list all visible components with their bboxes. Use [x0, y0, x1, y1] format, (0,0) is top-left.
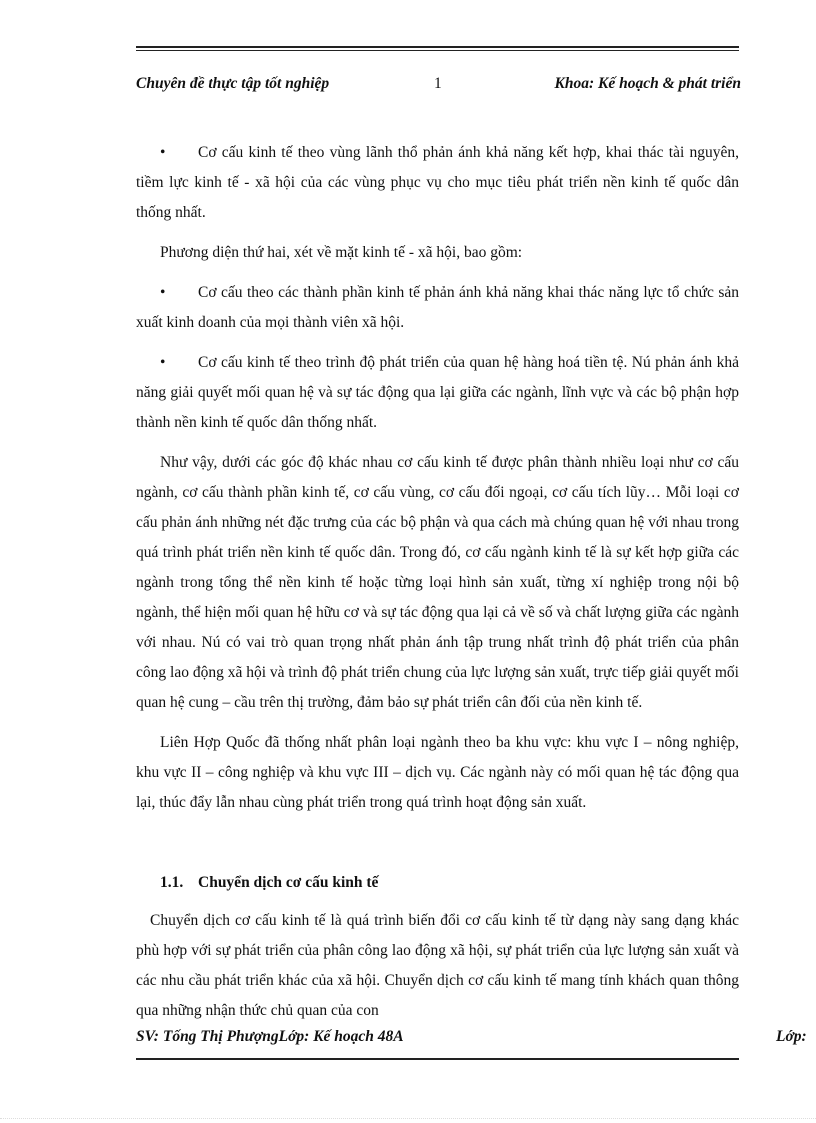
- bullet-paragraph: [136, 138, 739, 228]
- header-left: Chuyên đề thực tập tốt nghiệp: [136, 75, 330, 92]
- paragraph: Chuyển dịch cơ cấu kinh tế là quá trình biến đổi cơ cấu kinh tế từ dạng này sang dạng khác phù hợp với sự phát triển của phân công lao động xã hội, sự phát triển của lực lượng sản xuất và các nhu cầu phát triển khác của xã hội. Chuyển dịch cơ cấu kinh tế mang tính khách quan thông qua những nhận thức chủ quan của con: [136, 912, 739, 1019]
- page-footer: [136, 1028, 816, 1050]
- bullet-icon: •: [160, 354, 166, 371]
- section-title: Chuyển dịch cơ cấu kinh tế: [198, 874, 379, 891]
- paragraph: Liên Hợp Quốc đã thống nhất phân loại ngành theo ba khu vực: khu vực I – nông nghiệp, khu vực II – công nghiệp và khu vực III – dịch vụ. Các ngành này có mối quan hệ tác động qua lại, thúc đẩy lẫn nhau cùng phát triển trong quá trình hoạt động sản xuất.: [136, 734, 739, 811]
- header-right: Khoa: Kế hoạch & phát triển: [554, 75, 741, 92]
- paragraph-text: Cơ cấu kinh tế theo vùng lãnh thổ phản ánh khả năng kết hợp, khai thác tài nguyên, tiềm lực kinh tế - xã hội của các vùng phục vụ cho mục tiêu phát triển nền kinh tế quốc dân thống nhất.: [136, 144, 739, 221]
- paragraph: Như vậy, dưới các góc độ khác nhau cơ cấu kinh tế được phân thành nhiều loại như cơ cấu ngành, cơ cấu thành phần kinh tế, cơ cấu vùng, cơ cấu đối ngoại, cơ cấu tích lũy… Mỗi loại cơ cấu phản ánh những nét đặc trưng của các bộ phận và qua cách mà chúng quan hệ với nhau trong quá trình phát triển nền kinh tế quốc dân. Trong đó, cơ cấu ngành kinh tế là sự kết hợp giữa các ngành trong tổng thể nền kinh tế hoặc từng loại hình sản xuất, từng xí nghiệp trong nội bộ ngành, thể hiện mối quan hệ hữu cơ và sự tác động qua lại cả về số và chất lượng giữa các ngành với nhau. Nú có vai trò quan trọng nhất phản ánh tập trung nhất trình độ phát triển của phân công lao động xã hội và trình độ phát triển chung của lực lượng sản xuất, trực tiếp giải quyết mối quan hệ cung – cầu trên thị trường, đảm bảo sự phát triển cân đối của nền kinh tế.: [136, 454, 739, 711]
- section-number: 1.1.: [160, 874, 184, 891]
- paragraph-text: Cơ cấu kinh tế theo trình độ phát triển của quan hệ hàng hoá tiền tệ. Nú phản ánh khả năng giải quyết mối quan hệ và sự tác động qua lại giữa các ngành, lĩnh vực và các bộ phận hợp thành nền kinh tế quốc dân thống nhất.: [136, 354, 739, 431]
- document-body: [136, 138, 739, 1036]
- footer-rule: [136, 1058, 739, 1060]
- page-number: 1: [434, 75, 442, 92]
- paragraph-text: Cơ cấu theo các thành phần kinh tế phản ánh khả năng khai thác năng lực tổ chức sản xuất kinh doanh của mọi thành viên xã hội.: [136, 284, 739, 331]
- page-edge-divider: [0, 1118, 816, 1119]
- footer-left: SV: Tống Thị PhượngLớp: Kế hoạch 48A: [136, 1028, 404, 1045]
- bullet-icon: •: [160, 284, 166, 301]
- section-heading: [136, 868, 739, 898]
- paragraph: Phương diện thứ hai, xét về mặt kinh tế - xã hội, bao gồm:: [160, 244, 523, 261]
- footer-right: Lớp:: [776, 1028, 807, 1045]
- page-header: [136, 75, 741, 97]
- bullet-paragraph: [136, 348, 739, 438]
- header-rule: [136, 46, 739, 51]
- bullet-paragraph: [136, 278, 739, 338]
- bullet-icon: •: [160, 144, 166, 161]
